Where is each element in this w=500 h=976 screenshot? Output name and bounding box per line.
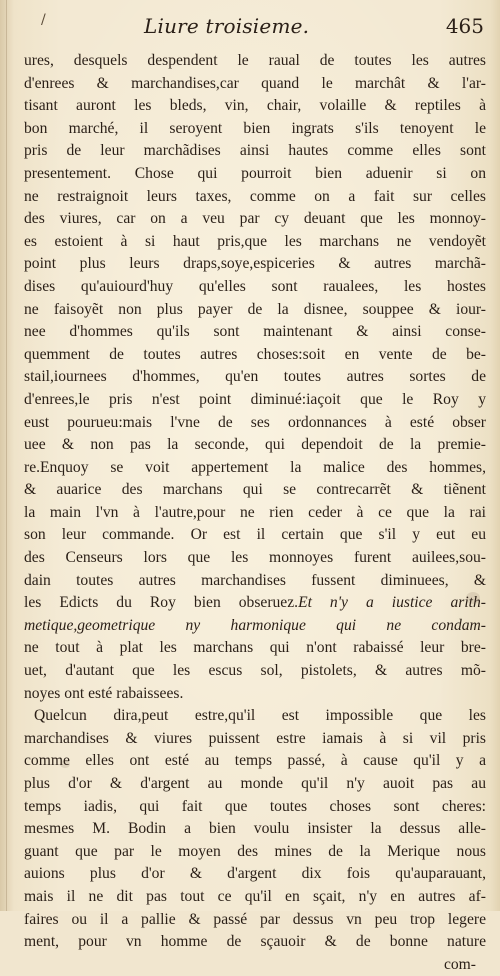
text-line: stail,iournees d'hommes, qu'en toutes autres sortes de: [24, 368, 486, 386]
text-line: bon marché, il seroyent bien ingrats s'ils tenoyent le: [24, 119, 486, 137]
text-line: des viures, car on a veu par cy deuant que les monnoy-: [24, 210, 486, 228]
italic-text-run: Et n'y a iustice arith-: [298, 594, 486, 612]
ink-blot: [60, 760, 70, 768]
text-line: ne faisoyẽt non plus payer de la disnee, souppee & iour-: [24, 300, 486, 318]
text-line: & auarice des marchans qui se contrecarrẽt & tiẽnent: [24, 481, 486, 499]
text-line: eust pourueu:mais l'vne de ses ordonnances à esté obser: [24, 413, 486, 431]
text-line: d'enrees,le pris n'est point diminué:iaçoit que le Roy y: [24, 390, 486, 408]
page-number: 465: [445, 14, 484, 38]
paragraph-end-line: noyes ont esté rabaissees.: [24, 684, 184, 702]
header-mark: /: [41, 12, 46, 28]
text-line: dises qu'auiourd'huy qu'elles sont raualees, les hostes: [24, 277, 486, 295]
catchword: com-: [443, 955, 476, 973]
text-line: temps iadis, qui fait que toutes choses sont cheres:: [24, 797, 486, 815]
text-line: tisant auront les bleds, vin, chair, volaille & reptiles à: [24, 97, 486, 115]
text-line: comme elles ont esté au temps passé, à cause qu'il y a: [24, 752, 486, 770]
text-line: es estoient à si haut pris,que les marchans ne vendoyẽt: [24, 232, 486, 250]
text-line: marchandises & viures puissent estre iamais à si vil pris: [24, 729, 486, 747]
text-line: faires ou il a pallie & passé par dessus vn peu trop legere: [24, 910, 486, 928]
body-text: [24, 50, 486, 976]
text-line: re.Enquoy se voit appertement la malice des hommes,: [24, 458, 486, 476]
text-line: ment, pour vn homme de sçauoir & de bonne nature: [24, 933, 486, 951]
text-line: ne tout à plat les marchans qui n'ont rabaissé leur bre-: [24, 639, 486, 657]
text-line: auions plus d'or & d'argent dix fois qu'auparauant,: [24, 865, 486, 883]
binding-gutter: [6, 0, 7, 911]
text-line: pris de leur marchãdises ainsi hautes comme elles sont: [24, 142, 486, 160]
text-line: mesmes M. Bodin a bien voulu insister la dessus alle-: [24, 820, 486, 838]
text-line: mais il ne dit pas tout ce qu'il en sçait, n'y en autres af-: [24, 887, 486, 905]
text-line: presentement. Chose qui pourroit bien aduenir si on: [24, 164, 486, 182]
text-line: ures, desquels despendent le raual de toutes les autres: [24, 52, 486, 69]
ink-blot: [466, 592, 480, 604]
text-line: d'enrees & marchandises,car quand le marchât & l'ar-: [24, 74, 486, 92]
text-line: guant que par le moyen des mines de la Merique nous: [24, 842, 486, 860]
text-line: plus d'or & d'argent au monde qu'il n'y auoit pas au: [24, 775, 486, 792]
italic-text-line: metique,geometrique ny harmonique qui ne condam-: [24, 616, 486, 634]
text-line: dain toutes autres marchandises fussent diminuees, &: [24, 571, 486, 589]
text-line: quemment de toutes autres choses:soit en vente de be-: [24, 345, 486, 363]
paragraph-start-line: Quelcun dira,peut estre,qu'il est impossible que les: [34, 707, 486, 725]
running-title: Liure troisieme.: [144, 14, 310, 38]
text-line: la main l'vn à l'autre,pour ne rien ceder à ce que la rai: [24, 503, 486, 521]
text-line: son leur commande. Or est il certain que s'il y eut eu: [24, 526, 486, 544]
text-line: uee & non pas la seconde, qui dependoit de la premie-: [24, 436, 486, 454]
text-line: point plus leurs draps,soye,espiceries & autres marchã-: [24, 255, 486, 273]
page-header: [26, 10, 486, 42]
text-run: les Edicts du Roy bien obseruez.: [24, 594, 299, 612]
text-line: nee d'hommes qu'ils sont maintenant & ainsi conse-: [24, 323, 486, 341]
text-line: ne restraignoit leurs taxes, comme on a fait sur celles: [24, 187, 486, 205]
text-line: des Censeurs lors que les monnoyes furent auilees,sou-: [24, 549, 486, 567]
text-line-mixed: [24, 592, 486, 615]
text-line: uet, d'autant que les escus sol, pistolets, & autres mõ-: [24, 662, 486, 680]
